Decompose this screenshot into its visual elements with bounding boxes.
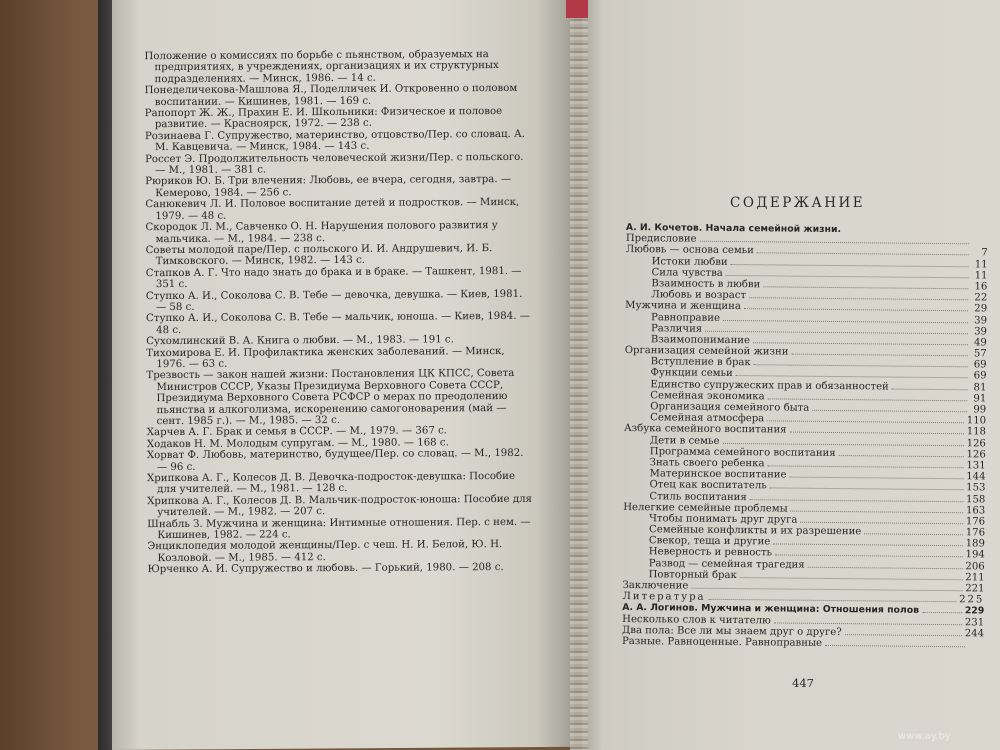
toc-leader-dots	[845, 634, 962, 636]
bibliography-entry: Санюкевич Л. И. Половое воспитание детей и подростков. — Минск, 1979. — 48 с.	[145, 197, 520, 222]
bibliography-entry: Россет Э. Продолжительность человеческой жизни/Пер. с польского. — М., 1981. — 381 с.	[145, 151, 524, 177]
toc-entry-title: Семейные конфликты и их разрешение	[648, 524, 862, 538]
bibliography-entry: Юрченко А. И. Супружество и любовь. — Горький, 1980. — 208 с.	[147, 562, 504, 576]
table-of-contents	[622, 222, 988, 651]
toc-entry-page: 131	[966, 460, 986, 472]
toc-entry-title: Мужчина и женщина	[625, 300, 741, 313]
toc-entry-title: Равноправие	[651, 311, 721, 324]
toc-leader-dots	[839, 455, 964, 457]
toc-entry-page: 16	[974, 281, 988, 293]
toc-entry-title: Взаимность в любви	[651, 278, 761, 291]
toc-entry-page: 69	[973, 359, 987, 371]
watermark: www.ay.by	[898, 731, 951, 742]
toc-leader-dots	[722, 442, 963, 445]
toc-entry-page: 91	[973, 393, 987, 405]
toc-entry-title: А. И. Кочетов. Начала семейной жизни.	[625, 222, 842, 236]
toc-title: СОДЕРЖАНИЕ	[730, 195, 866, 211]
toc-entry-page: 206	[965, 560, 985, 573]
toc-entry-title: Разные. Равноценные. Равноправные	[621, 635, 823, 649]
toc-entry-page: 194	[965, 549, 985, 561]
toc-entry-title: Функции семьи	[650, 367, 733, 380]
toc-entry-title: Вступление в брак	[650, 356, 751, 369]
bibliography-entry: Сухомлинский В. А. Книга о любви. — М., 1983. — 191 с.	[146, 334, 454, 348]
toc-entry-page: 110	[966, 415, 987, 427]
toc-leader-dots	[753, 342, 968, 345]
toc-entry-title: Несколько слов к читателю	[622, 613, 771, 626]
toc-leader-dots	[770, 488, 963, 491]
toc-entry-title: Предисловие	[625, 233, 697, 245]
bibliography-entry: Ступко А. И., Соколова С. В. Тебе — девочка, девушка. — Киев, 1981. — 58 с.	[145, 288, 523, 314]
bibliography-entry: Розинаева Г. Супружество, материнство, отцовство/Пер. со словац. А. М. Кавцевича. — Минск, 1984. — 143 с.	[144, 128, 526, 154]
toc-entry-page: 118	[966, 426, 987, 438]
toc-entry-page: 189	[965, 538, 985, 550]
toc-entry-title: Неверность и ревность	[648, 546, 773, 559]
bibliography-entry: Хрипкова А. Г., Колесов Д. В. Мальчик-подросток-юноша: Пособие для учителей. — М., 1982. — 207 с.	[147, 493, 533, 519]
toc-leader-dots	[757, 253, 969, 256]
toc-leader-dots	[892, 388, 968, 390]
toc-leader-dots	[768, 398, 968, 401]
toc-entry-page: 144	[966, 471, 986, 483]
toc-entry-page: 81	[973, 381, 987, 394]
toc-entry-page: 163	[965, 504, 986, 517]
toc-leader-dots	[790, 477, 964, 480]
toc-leader-dots	[736, 375, 968, 378]
toc-leader-dots	[749, 297, 968, 300]
bookmark-ribbon	[566, 0, 588, 18]
toc-leader-dots	[744, 308, 968, 311]
toc-entry-page: 153	[966, 482, 986, 494]
toc-entry-title: Сила чувства	[651, 266, 723, 279]
toc-entry-title: Семейная экономика	[650, 390, 765, 403]
bibliography-entry: Хрипкова А. Г., Колесов Д. В. Девочка-подросток-девушка: Пособие для учителей. — М., 1981. — 128 с.	[146, 470, 516, 496]
toc-leader-dots	[705, 330, 968, 334]
toc-entry-title: Любовь и возраст	[651, 289, 747, 302]
toc-entry-title: Два пола: Все ли мы знаем друг о друге?	[622, 624, 842, 638]
toc-leader-dots	[775, 555, 962, 558]
toc-entry-page: 176	[965, 516, 986, 528]
toc-entry-title: А. А. Логинов. Мужчина и женщина: Отношения полов	[622, 602, 920, 617]
toc-leader-dots	[812, 410, 967, 412]
toc-leader-dots	[767, 465, 963, 468]
toc-leader-dots	[709, 599, 957, 602]
toc-entry-title: Азбука семейного воспитания	[623, 423, 787, 436]
toc-leader-dots	[790, 432, 964, 435]
bibliography-entry: Ступко А. И., Соколова С. В. Тебе — мальчик, юноша. — Киев, 1984. — 48 с.	[146, 311, 530, 336]
toc-entry-page: 229	[964, 605, 985, 617]
toc-entry-page: 39	[974, 314, 988, 326]
toc-leader-dots	[774, 622, 962, 625]
toc-entry-title: Развод — семейная трагедия	[648, 557, 805, 571]
bibliography-entry: Шнабль З. Мужчина и женщина: Интимные отношения. Пер. с нем. — Кишинев, 1982. — 224 с.	[147, 516, 531, 542]
bibliography-entry: Понеделичекова-Машлова Я., Поделличек И. Откровенно о половом воспитании. — Кишинев, 1981. — 169 с.	[144, 83, 518, 108]
toc-entry-title: Нелегкие семейные проблемы	[623, 501, 788, 515]
bibliography-entry: Стапков А. Г. Что надо знать до брака и в браке. — Ташкент, 1981. — 351 с.	[145, 265, 522, 291]
bibliography-entry: Положение о комиссиях по борьбе с пьянством, образуемых на предприятиях, в учреждениях, организациях и их структурных подразделениях. — Минск, 1986. — 14 с.	[144, 49, 499, 85]
bibliography-entry: Хорват Ф. Любовь, материнство, будущее/Пер. со словац. — М., 1982. — 96 с.	[146, 448, 524, 473]
toc-entry-page: 221	[965, 583, 985, 595]
toc-entry-title: Повторный брак	[648, 569, 737, 581]
toc-leader-dots	[691, 588, 962, 592]
toc-entry-page: 39	[974, 326, 988, 338]
toc-entry-title: Стиль воспитания	[649, 490, 747, 503]
bibliography-entry: Харчев А. Г. Брак и семья в СССР. — М., 1979. — 367 с.	[146, 425, 448, 439]
bibliography-entry: Скородок Л. М., Савченко О. Н. Нарушения полового развития у мальчика. — М., 1984. — 238 с.	[145, 220, 498, 245]
toc-entry-page: 7	[981, 247, 988, 259]
toc-entry-page: 22	[974, 292, 988, 304]
toc-leader-dots	[791, 354, 967, 357]
book-spine	[570, 0, 588, 750]
toc-leader-dots	[922, 612, 962, 613]
toc-entry-title: Организация семейного быта	[650, 401, 810, 414]
toc-entry-title: Программа семейного воспитания	[649, 445, 836, 459]
toc-entry-page: 49	[973, 337, 987, 349]
toc-entry-page: 231	[964, 616, 985, 629]
toc-entry-title: Заключение	[622, 579, 689, 592]
toc-entry-title: Материнское воспитание	[649, 468, 787, 481]
bibliography-entry: Ходаков Н. М. Молодым супругам. — М., 1980. — 168 с.	[146, 437, 449, 450]
toc-entry-page: 99	[973, 404, 987, 416]
toc-entry-title: Свекор, теща и другие	[648, 535, 771, 548]
bibliography-entry: Рюриков Ю. Б. Три влечения: Любовь, ее вчера, сегодня, завтра. — Кемерово, 1984. — 256 с.	[145, 174, 512, 199]
toc-entry-page: 126	[966, 437, 986, 450]
bibliography-list	[144, 49, 532, 576]
toc-entry-page: 29	[974, 303, 988, 315]
bibliography-entry: Энциклопедия молодой женщины/Пер. с чеш. Н. И. Белой, Ю. Н. Козловой. — М., 1985. — 412 с.	[147, 539, 503, 564]
toc-entry-page: 57	[973, 348, 987, 360]
toc-entry-title: Знать своего ребенка	[649, 457, 765, 470]
toc-entry-page: 176	[965, 527, 986, 539]
toc-entry-page: 11	[974, 270, 988, 282]
toc-leader-dots	[800, 522, 962, 525]
toc-leader-dots	[740, 577, 962, 580]
toc-entry-page: 69	[973, 370, 987, 382]
toc-entry-title: Семейная атмосфера	[650, 412, 765, 425]
toc-leader-dots	[731, 264, 969, 267]
toc-entry-title: Истоки любви	[651, 255, 728, 268]
toc-leader-dots	[754, 364, 968, 367]
toc-entry-title: Чтобы понимать друг друга	[649, 513, 798, 526]
bibliography-entry: Тихомирова Е. И. Профилактика женских заболеваний. — Минск, 1976. — 63 с.	[146, 345, 505, 371]
toc-leader-dots	[750, 499, 963, 502]
toc-leader-dots	[808, 566, 963, 568]
toc-entry-title: Единство супружеских прав и обязанностей	[650, 378, 889, 393]
toc-leader-dots	[726, 275, 969, 278]
toc-entry-page: 11	[974, 258, 988, 271]
toc-leader-dots	[763, 286, 968, 289]
toc-entry-title: Организация семейной жизни	[624, 345, 789, 358]
toc-entry-page: 211	[965, 572, 985, 584]
toc-entry-page: 244	[964, 628, 985, 640]
toc-entry-title: Отец как воспитатель	[649, 479, 767, 492]
page-number: 447	[792, 676, 814, 690]
toc-entry-page: 158	[966, 493, 986, 505]
toc-leader-dots	[844, 232, 969, 233]
bibliography-entry: Рапопорт Ж. Ж., Прахин Е. И. Школьники: Физическое и половое развитие. — Красноярск, 1972. — 238 с.	[144, 106, 503, 131]
toc-entry-title: Литература	[622, 591, 706, 603]
toc-entry-title: Взаимопонимание	[650, 334, 751, 347]
toc-entry-title: Дети в семье	[649, 434, 720, 447]
toc-leader-dots	[864, 533, 962, 535]
bibliography-entry: Советы молодой паре/Пер. с польского И. И. Андрушевич, И. Б. Тимковского. — Минск, 1982. — 143 с.	[145, 242, 493, 268]
toc-entry-page: 126	[966, 449, 986, 461]
bibliography-entry: Трезвость — закон нашей жизни: Постановления ЦК КПСС, Совета Министров СССР, Указы Президиума Верховного Совета СССР, Президиума Верховного Совета РСФСР о мерах по преодолению пьянства и алкоголизма, искоренению самогоноварения (май — сент. 1985 г.). — М., 1985. — 32 с.	[146, 368, 515, 428]
toc-leader-dots	[700, 241, 969, 245]
toc-entry-page: 225	[959, 594, 985, 606]
toc-leader-dots	[723, 319, 968, 322]
toc-entry-title: Различия	[650, 322, 703, 335]
toc-leader-dots	[773, 544, 962, 547]
toc-entry-title: Любовь — основа семьи	[625, 244, 754, 257]
toc-leader-dots	[767, 421, 964, 424]
toc-leader-dots	[791, 510, 963, 513]
toc-leader-dots	[825, 645, 965, 647]
